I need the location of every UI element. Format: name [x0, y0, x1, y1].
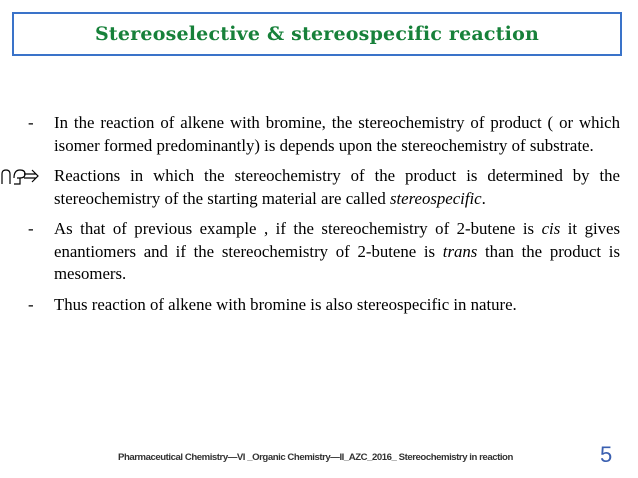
bullet-item-1 — [22, 112, 620, 157]
bullet-text-3a: As that of previous example , if the stereochemistry of 2-butene is — [54, 219, 542, 238]
bullet-item-2 — [22, 165, 620, 210]
page-number: 5 — [600, 442, 613, 467]
slide-footer: Pharmaceutical Chemistry—VI _Organic Chemistry—II_AZC_2016_ Stereochemistry in reaction — [118, 452, 513, 463]
bullet-text-3b: it gives enantiomers and if the stereochemistry of 2-butene is — [54, 219, 620, 261]
bullet-emphasis-cis: cis — [541, 219, 561, 238]
bullet-item-3 — [22, 218, 620, 286]
slide-content — [22, 112, 620, 316]
title-box — [12, 12, 622, 56]
arrow-icon — [0, 168, 40, 186]
bullet-text-4: Thus reaction of alkene with bromine is also stereospecific in nature. — [54, 294, 517, 314]
bullet-dash: - — [28, 294, 34, 314]
bullet-item-4 — [22, 294, 620, 317]
bullet-text-3c: than the product is mesomers. — [54, 241, 620, 283]
bullet-text-2: Reactions in which the stereochemistry of the product is determined by the stereochemistry of the starting material are called — [54, 166, 620, 208]
bullet-emphasis-stereospecific: stereospecific — [389, 188, 482, 208]
bullet-text-1: In the reaction of alkene with bromine, the stereochemistry of product ( or which isomer formed predominantly) is depends upon the stereochemistry of substrate. — [54, 113, 620, 155]
slide-title: Stereoselective & stereospecific reaction — [95, 23, 539, 45]
bullet-dash: - — [28, 219, 34, 238]
bullet-emphasis-trans: trans — [442, 241, 478, 261]
bullet-dash: - — [28, 113, 34, 132]
bullet-text-2-end: . — [481, 188, 486, 208]
